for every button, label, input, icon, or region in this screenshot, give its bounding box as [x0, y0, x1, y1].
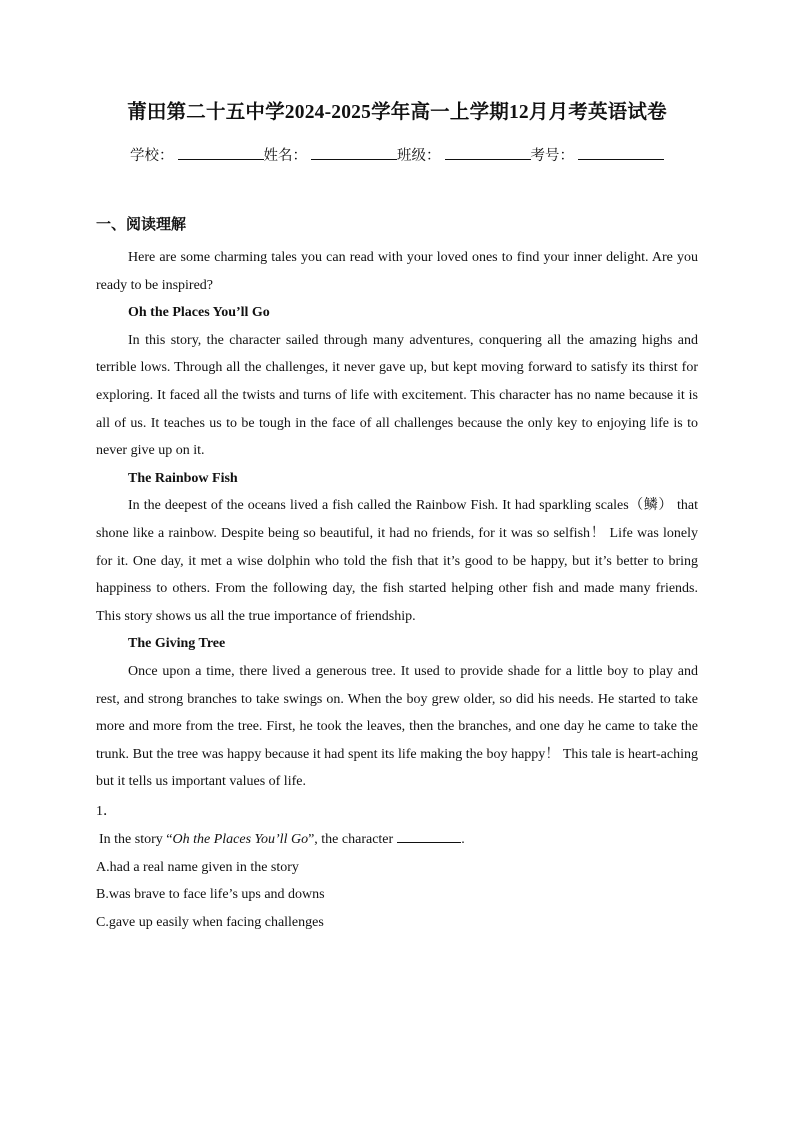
class-field [397, 144, 531, 168]
option-b[interactable]: B.was brave to face life’s ups and downs [96, 887, 325, 903]
question-stem [96, 826, 698, 854]
exam-number-label: 考号： [530, 148, 574, 164]
story-title-2: The Rainbow Fish [128, 470, 238, 486]
passage-intro: Here are some charming tales you can read with your loved ones to find your inner delight. Are you ready to be inspired? [96, 250, 698, 293]
exam-title: 莆田第二十五中学2024-2025学年高一上学期12月月考英语试卷 [127, 102, 667, 123]
school-blank[interactable] [178, 145, 264, 160]
question-stem-end: . [461, 831, 465, 847]
option-c[interactable]: C.gave up easily when facing challenges [96, 915, 324, 931]
answer-blank[interactable] [397, 828, 461, 843]
section-heading: 一、阅读理解 [96, 215, 187, 233]
school-label: 学校： [130, 148, 174, 164]
exam-page [96, 96, 698, 937]
name-blank[interactable] [311, 145, 397, 160]
question-stem-title: Oh the Places You’ll Go [172, 831, 309, 847]
class-blank[interactable] [445, 145, 531, 160]
story-text-2: In the deepest of the oceans lived a fish called the Rainbow Fish. It had sparkling scales（鳞） that shone like a rainbow. Despite being so beautiful, it had no friends, for it was so selfish！ Life was lonely for it. One day, it met a wise dolphin who told the fish that it’s good to be happy, but it’s better to bring happiness to others. From the following day, the fish started helping other fish and made many friends. This story shows us all the true importance of friendship. [96, 498, 698, 624]
question-stem-before: In the story “ [99, 831, 173, 847]
story-text-1: In this story, the character sailed through many adventures, conquering all the amazing highs and terrible lows. Through all the challenges, it never gave up, but kept moving forward to satisfy its thirst for exploring. It faced all the twists and turns of life with excitement. This character has no name because it is all of us. It teaches us to be tough in the face of all challenges because the only key to enjoying life is to never give up on it. [96, 332, 698, 459]
question-stem-after: ”, the character [308, 831, 394, 847]
story-title-1: Oh the Places You’ll Go [128, 305, 270, 321]
story-title-3: The Giving Tree [128, 636, 226, 652]
student-info-row [96, 144, 698, 168]
exam-number-blank[interactable] [578, 145, 664, 160]
option-a[interactable]: A.had a real name given in the story [96, 859, 299, 875]
question-number: 1． [96, 803, 117, 819]
class-label: 班级： [397, 148, 441, 164]
exam-number-field [531, 144, 665, 168]
story-text-3: Once upon a time, there lived a generous tree. It used to provide shade for a little boy to play and rest, and strong branches to take swings on. When the boy grew older, so did his needs. He started to take more and more from the tree. First, he took the leaves, then the branches, and one day he came to take the trunk. But the tree was happy because it had spent its life making the boy happy！ This tale is heart-aching but it tells us important values of life. [96, 663, 698, 790]
name-field [264, 144, 398, 168]
name-label: 姓名： [263, 148, 307, 164]
school-field [130, 144, 264, 168]
